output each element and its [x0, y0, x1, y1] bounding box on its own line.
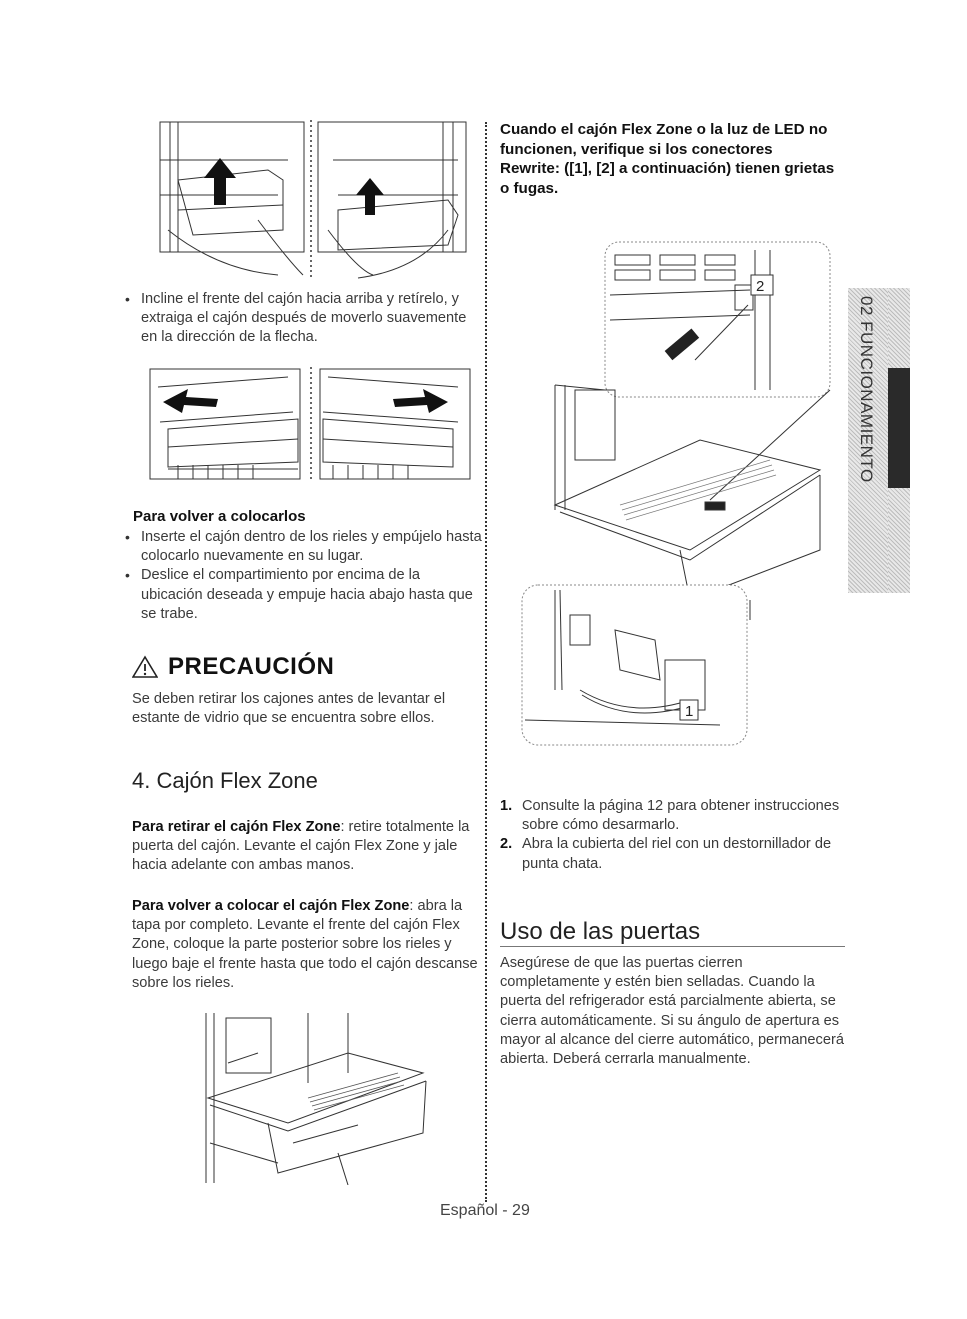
- side-chapter-tab: [848, 288, 888, 593]
- chapter-label: 02 FUNCIONAMIENTO: [857, 296, 876, 483]
- side-tab-decoration-top: [888, 288, 910, 368]
- callout-2: 2: [756, 278, 765, 295]
- page-number: Español - 29: [440, 1202, 530, 1219]
- replace-flex-zone-paragraph: Para volver a colocar el cajón Flex Zone: abra la tapa por completo. Levante el frente del cajón Flex Zone, coloque la parte posterior sobre los rieles y luego baje el frente hasta que todo el cajón descanse sobre los rieles.: [132, 898, 478, 991]
- step-2: 2. Abra la cubierta del riel con un destornillador de punta chata.: [500, 836, 832, 872]
- figure-flex-zone-drawer: [198, 1013, 428, 1185]
- side-tab-decoration-bottom: [888, 488, 910, 593]
- caution-title: PRECAUCIÓN: [168, 653, 335, 680]
- warning-triangle-icon: [132, 655, 158, 679]
- column-divider: [485, 122, 487, 1202]
- reinstall-bullet-2: • Deslice el compartimiento por encima de la ubicación deseada y empuje hacia abajo hasta que se trabe.: [118, 566, 483, 624]
- figure-connectors: [520, 240, 840, 750]
- figure-slide-compartment: [148, 367, 473, 482]
- step-1: 1. Consulte la página 12 para obtener instrucciones sobre cómo desarmarlo.: [500, 798, 840, 834]
- caution-header: [132, 653, 334, 681]
- reinstall-bullet-1: • Inserte el cajón dentro de los rieles y empújelo hasta colocarlo nuevamente en su lugar.: [118, 528, 483, 566]
- uso-title: Uso de las puertas: [500, 918, 701, 945]
- figure-remove-drawer: [158, 120, 476, 280]
- uso-text: Asegúrese de que las puertas cierren completamente y estén bien selladas. Cuando la puerta del refrigerador está parcialmente abierta, se cierra automáticamente. Si su ángulo de apertura es mayor al alcance del cierre automático, permanecerá abierta. Deberá cerrarla manualmente.: [500, 955, 844, 1068]
- caution-text: Se deben retirar los cajones antes de levantar el estante de vidrio que se encuentra sobre ellos.: [132, 691, 446, 727]
- led-heading: Cuando el cajón Flex Zone o la luz de LED no funcionen, verifique si los conectores Rewrite: ([1], [2] a continuación) tienen grietas o fugas.: [500, 121, 835, 197]
- steps-list: [500, 797, 845, 874]
- remove-flex-zone-paragraph: Para retirar el cajón Flex Zone: retire totalmente la puerta del cajón. Levante el cajón Flex Zone y jale hacia adelante con ambas manos.: [132, 819, 470, 874]
- section-title-flex-zone: 4. Cajón Flex Zone: [132, 768, 318, 793]
- uso-rule: [500, 946, 845, 947]
- remove-instruction: [118, 290, 483, 348]
- side-tab-marker: [888, 368, 910, 488]
- callout-1: 1: [685, 703, 694, 720]
- reinstall-heading: Para volver a colocarlos: [133, 508, 306, 525]
- reinstall-list: [118, 528, 483, 624]
- remove-bullet: • Incline el frente del cajón hacia arriba y retírelo, y extraiga el cajón después de moverlo suavemente en la dirección de la flecha.: [118, 290, 483, 348]
